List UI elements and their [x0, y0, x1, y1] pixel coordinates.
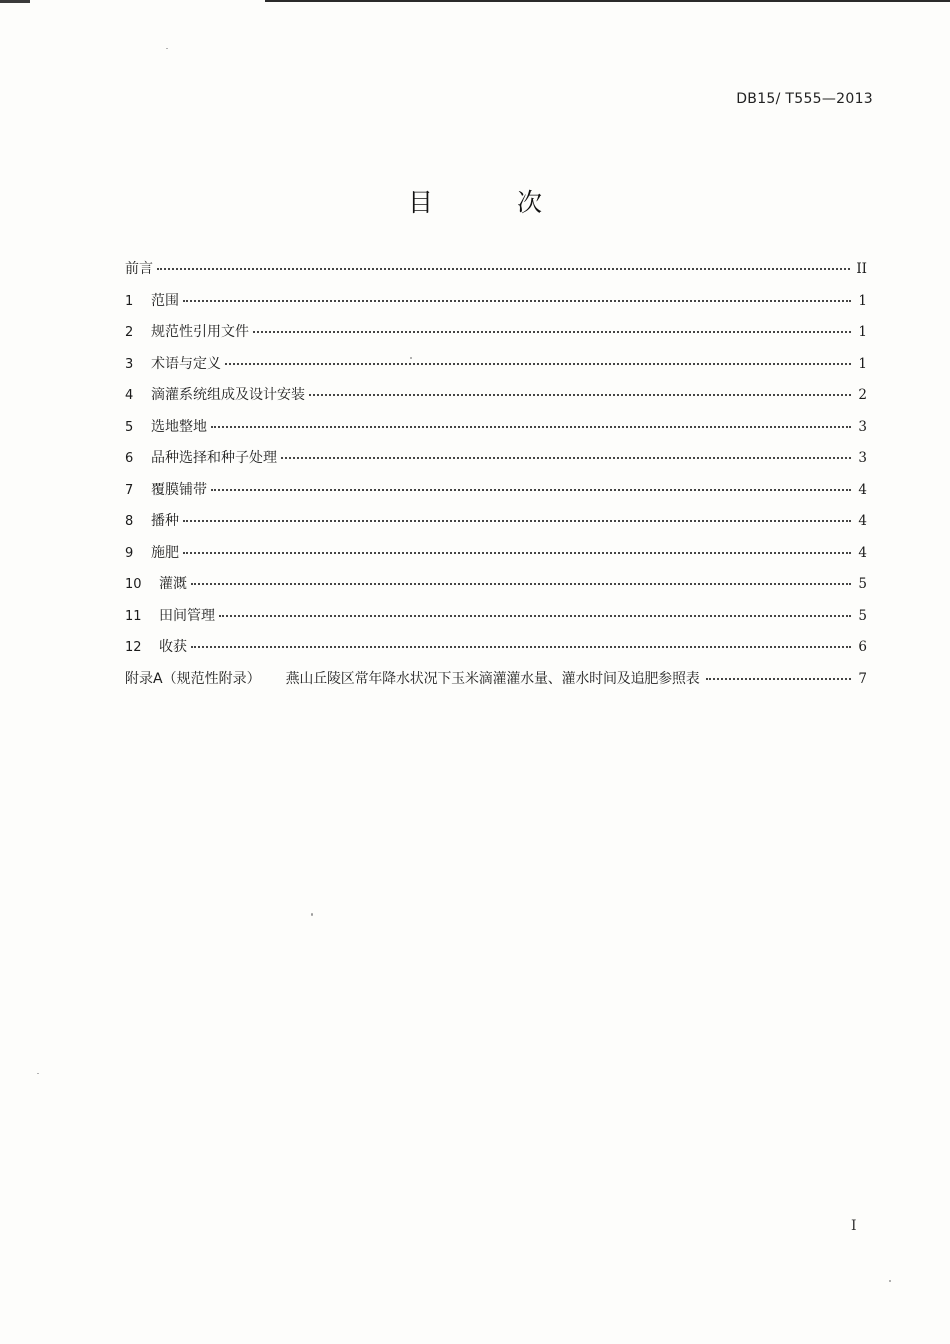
toc-entry-number: 3 [125, 356, 134, 372]
toc-entry-number: 7 [125, 482, 134, 498]
dot-leader [225, 363, 851, 365]
toc-entry-3[interactable] [125, 353, 867, 385]
toc-entry-label: 灌溉 [159, 576, 187, 592]
toc-entry-8[interactable] [125, 510, 867, 542]
scan-speck [166, 48, 168, 49]
dot-leader [157, 268, 850, 270]
toc-entry-label: 范围 [151, 292, 179, 309]
top-rule [265, 0, 950, 2]
toc-entry-label: 施肥 [151, 544, 179, 561]
toc-entry-page: 1 [858, 324, 867, 340]
toc-entry-page: 1 [858, 355, 867, 372]
dot-leader [211, 489, 851, 491]
toc-entry-page: 7 [858, 670, 867, 687]
scan-speck [889, 1280, 891, 1282]
toc-entry-label: 前言 [125, 261, 153, 277]
toc-entry-number: 10 [125, 577, 142, 592]
table-of-contents [125, 258, 867, 699]
toc-entry-label: 田间管理 [159, 607, 215, 624]
toc-entry-number: 5 [125, 419, 134, 435]
toc-entry-page: 3 [858, 450, 867, 466]
toc-entry-number: 9 [125, 545, 134, 561]
dot-leader [211, 426, 851, 428]
document-code: DB15/ T555—2013 [736, 91, 873, 107]
toc-entry-11[interactable] [125, 605, 867, 637]
toc-entry-label: 滴灌系统组成及设计安装 [151, 387, 305, 403]
toc-entry-number: 11 [125, 608, 142, 624]
appendix-label: 附录A（规范性附录） [125, 670, 261, 687]
scan-speck [311, 913, 313, 916]
toc-entry-number: 6 [125, 451, 134, 466]
dot-leader [183, 300, 851, 302]
toc-entry-page: 1 [858, 292, 867, 309]
toc-entry-page: 2 [858, 387, 867, 403]
toc-entry-1[interactable] [125, 290, 867, 322]
toc-entry-label: 选地整地 [151, 418, 207, 435]
toc-entry-4[interactable] [125, 384, 867, 416]
toc-entry-label: 术语与定义 [151, 355, 221, 372]
dot-leader [219, 615, 851, 617]
dot-leader [706, 678, 851, 680]
scan-speck [410, 357, 412, 359]
toc-entry-label: 播种 [151, 513, 179, 529]
toc-entry-page: 3 [858, 418, 867, 435]
dot-leader [253, 331, 851, 333]
toc-entry-5[interactable] [125, 416, 867, 448]
toc-entry-label: 覆膜铺带 [151, 481, 207, 498]
scan-speck [37, 1073, 39, 1074]
toc-entry-label: 品种选择和种子处理 [151, 450, 277, 466]
toc-entry-number: 2 [125, 325, 134, 340]
dot-leader [191, 583, 851, 585]
toc-entry-number: 1 [125, 293, 134, 309]
toc-entry-page: 4 [858, 544, 867, 561]
toc-entry-page: 5 [858, 607, 867, 624]
dot-leader [281, 457, 851, 459]
appendix-title: 燕山丘陵区常年降水状况下玉米滴灌灌水量、灌水时间及追肥参照表 [285, 670, 700, 687]
dot-leader [309, 394, 851, 396]
toc-entry-9[interactable] [125, 542, 867, 574]
toc-entry-number: 12 [125, 640, 142, 655]
toc-entry-2[interactable] [125, 321, 867, 353]
page-number: I [851, 1218, 857, 1234]
toc-entry-label: 收获 [159, 639, 187, 655]
toc-entry-12[interactable] [125, 636, 867, 668]
toc-entry-7[interactable] [125, 479, 867, 511]
dot-leader [191, 646, 851, 648]
toc-entry-appendix-a[interactable] [125, 668, 867, 700]
dot-leader [183, 552, 851, 554]
toc-entry-page: II [856, 261, 867, 277]
page-title: 目 次 [408, 188, 580, 217]
toc-entry-number: 4 [125, 388, 134, 403]
dot-leader [183, 520, 851, 522]
toc-entry-foreword[interactable] [125, 258, 867, 290]
toc-entry-page: 5 [858, 576, 867, 592]
toc-entry-page: 6 [858, 639, 867, 655]
toc-entry-number: 8 [125, 514, 134, 529]
toc-entry-label: 规范性引用文件 [151, 324, 249, 340]
scan-edge-mark [0, 0, 30, 3]
toc-entry-page: 4 [858, 513, 867, 529]
toc-entry-10[interactable] [125, 573, 867, 605]
toc-entry-page: 4 [858, 481, 867, 498]
toc-entry-6[interactable] [125, 447, 867, 479]
